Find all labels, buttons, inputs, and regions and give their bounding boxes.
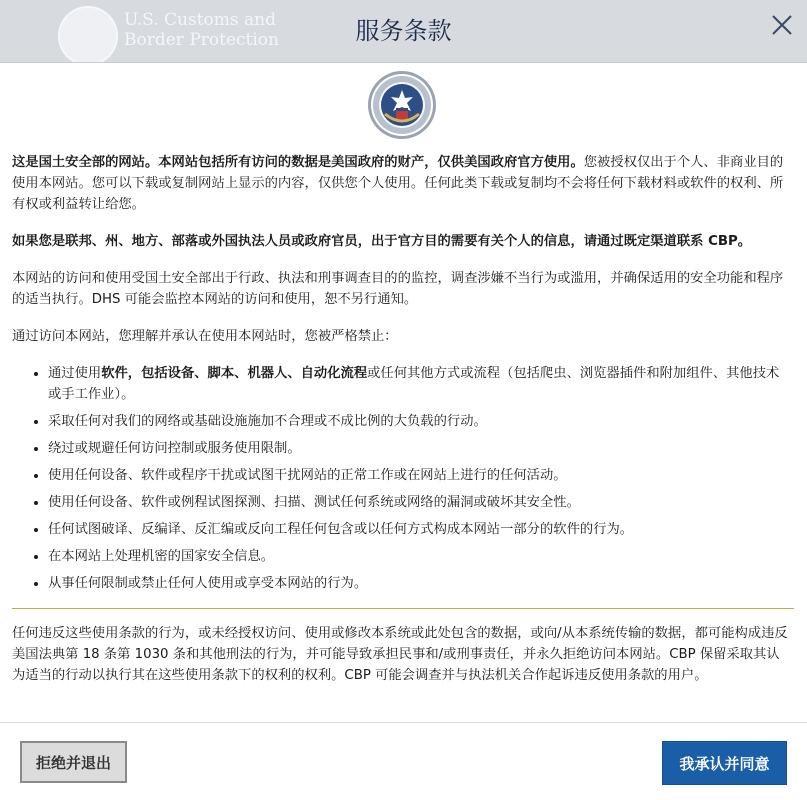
section-divider <box>12 608 794 609</box>
list-item: • 在本网站上处理机密的国家安全信息。 <box>48 546 792 567</box>
terms-body <box>12 70 792 702</box>
terms-paragraph-3: 本网站的访问和使用受国土安全部出于行政、执法和刑事调查目的的监控，调查涉嫌不当行为或滥用，并确保适用的安全功能和程序的适当执行。DHS 可能会监控本网站的访问和使用，恕不另行通知。 <box>12 271 784 307</box>
footer-divider <box>0 722 807 723</box>
accept-and-agree-button[interactable]: 我承认并同意 <box>662 741 787 785</box>
backdrop-logo-text: U.S. Customs and Border Protection <box>124 10 279 50</box>
terms-paragraph-2: 如果您是联邦、州、地方、部落或外国执法人员或政府官员，出于官方目的需要有关个人的信息，请通过既定渠道联系 CBP。 <box>12 234 752 249</box>
seal-container <box>12 70 792 148</box>
list-item <box>48 363 792 405</box>
decline-and-exit-button[interactable]: 拒绝并退出 <box>20 741 127 783</box>
terms-paragraph-5: 任何违反这些使用条款的行为，或未经授权访问、使用或修改本系统或此处包含的数据，或向/从本系统传输的数据，都可能构成违反美国法典第 18 条第 1030 条和其他刑法的行为，并可能导致承担民事和/或刑事责任，并永久拒绝访问本网站。CBP 保留采取其认为适当的行动以执行其在这些使用条款下的权利的权利。CBP 可能会调查并与执法机关合作起诉违反使用条款的用户。 <box>12 626 788 683</box>
close-icon <box>767 10 797 40</box>
terms-paragraph-1 <box>12 152 792 215</box>
close-button[interactable] <box>767 10 797 40</box>
list-item: • 任何试图破译、反编译、反汇编或反向工程任何包含或以任何方式构成本网站一部分的软件的行为。 <box>48 519 792 540</box>
list-item-1-bold: 软件，包括设备、脚本、机器人、自动化流程 <box>101 366 368 381</box>
prohibited-list <box>12 363 792 594</box>
list-item: • 采取任何对我们的网络或基础设施施加不合理或不成比例的大负载的行动。 <box>48 411 792 432</box>
modal-title: 服务条款 <box>355 17 452 45</box>
list-item: • 使用任何设备、软件或程序干扰或试图干扰网站的正常工作或在网站上进行的任何活动。 <box>48 465 792 486</box>
header-divider <box>0 62 807 63</box>
terms-paragraph-4: 通过访问本网站，您理解并承认在使用本网站时，您被严格禁止： <box>12 329 398 344</box>
list-item: • 绕过或规避任何访问控制或服务使用限制。 <box>48 438 792 459</box>
cbp-seal-icon <box>367 70 437 140</box>
list-item-1-post: 或任何其他方式或流程（包括爬虫、浏览器插件和附加组件、其他技术或手工作业）。 <box>48 366 780 402</box>
list-item: • 使用任何设备、软件或例程试图探测、扫描、测试任何系统或网络的漏洞或破坏其安全性。 <box>48 492 792 513</box>
terms-paragraph-1-bold: 这是国土安全部的网站。本网站包括所有访问的数据是美国政府的财产，仅供美国政府官方使用。 <box>12 155 584 170</box>
list-item: • 从事任何限制或禁止任何人使用或享受本网站的行为。 <box>48 573 792 594</box>
list-item-1-pre: 通过使用 <box>48 366 102 381</box>
terms-paragraph-1-text: 您被授权仅出于个人、非商业目的使用本网站。您可以下载或复制网站上显示的内容，仅供您个人使用。任何此类下载或复制均不会将任何下载材料或软件的权利、所有权或利益转让给您。 <box>12 155 784 212</box>
